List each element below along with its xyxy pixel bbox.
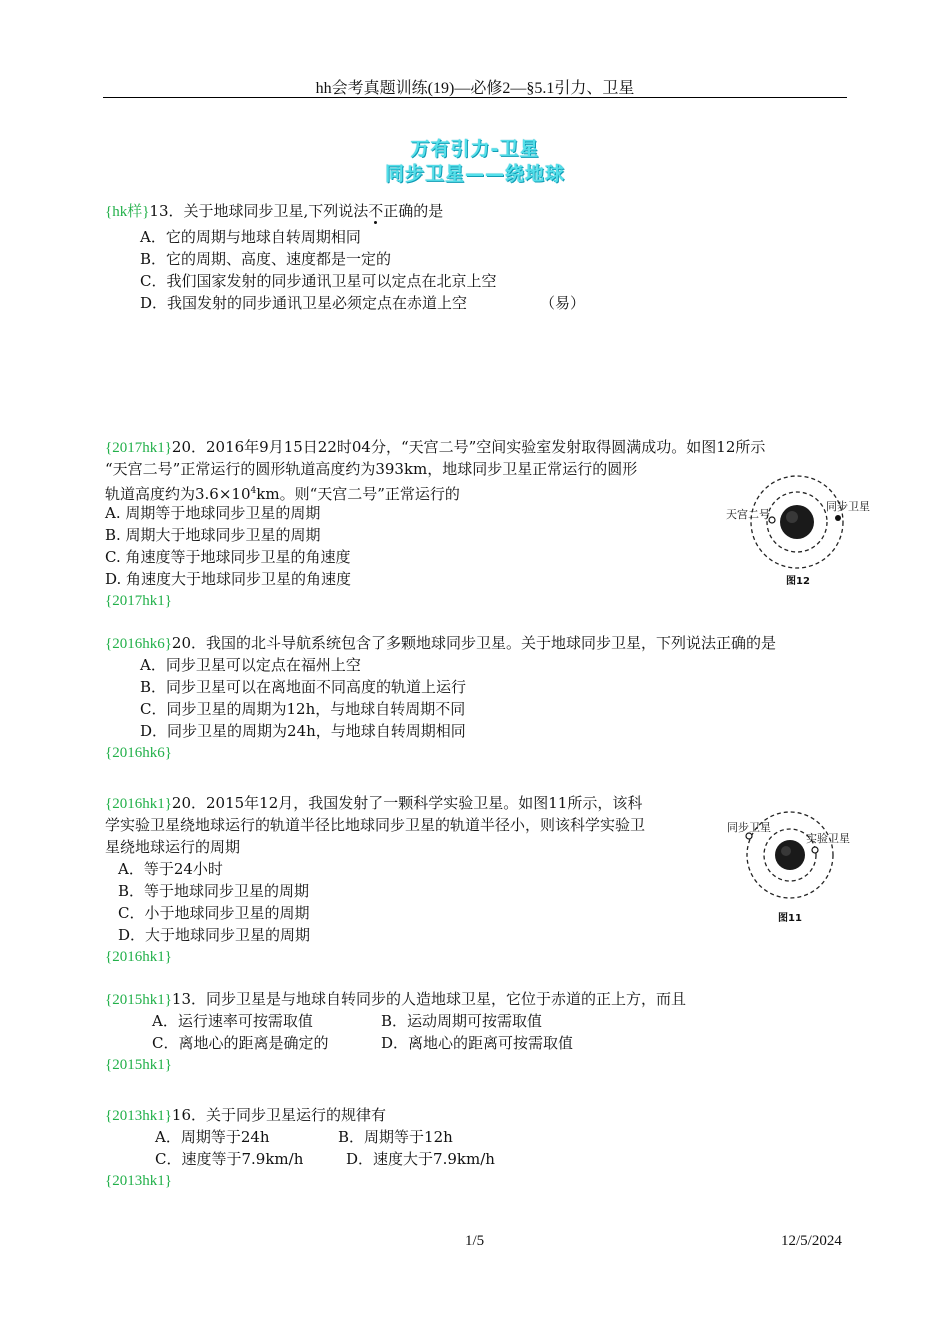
- q6-end-tag: {2013hk1}: [105, 1173, 172, 1189]
- q2-tag: {2017hk1}: [105, 440, 172, 456]
- figure-12-label-tiangong: 天宫二号: [726, 508, 770, 521]
- q6-option-b: B．周期等于12h: [338, 1128, 453, 1146]
- page-header: hh会考真题训练(19)—必修2—§5.1引力、卫星: [315, 80, 635, 97]
- q6-option-d: D．速度大于7.9km/h: [346, 1150, 495, 1168]
- figure-12-label-sync: 同步卫星: [826, 500, 870, 513]
- q5-tag: {2015hk1}: [105, 992, 172, 1008]
- q4-option-b: B．等于地球同步卫星的周期: [118, 882, 310, 900]
- q3-tag: {2016hk6}: [105, 636, 172, 652]
- q1-difficulty: （易）: [540, 294, 586, 312]
- page-number: 1/5: [465, 1233, 485, 1249]
- q6-option-a: A．周期等于24h: [155, 1128, 270, 1146]
- q3-stem: {2016hk6}20．我国的北斗导航系统包含了多颗地球同步卫星。关于地球同步卫星，下列说法正确的是: [105, 634, 776, 652]
- figure-12-orbit-diagram: [720, 470, 890, 590]
- q5-option-a: A．运行速率可按需取值: [152, 1012, 313, 1030]
- q3-option-d: D．同步卫星的周期为24h，与地球自转周期相同: [140, 722, 466, 740]
- q1-option-d: D．我国发射的同步通讯卫星必须定点在赤道上空: [140, 294, 468, 312]
- q3-option-c: C．同步卫星的周期为12h，与地球自转周期不同: [140, 700, 466, 718]
- q6-option-c: C．速度等于7.9km/h: [155, 1150, 304, 1168]
- figure-11-caption: 图11: [778, 913, 802, 924]
- experiment-satellite-icon: [812, 847, 818, 853]
- q5-stem: {2015hk1}13．同步卫星是与地球自转同步的人造地球卫星，它位于赤道的正上方，而且: [105, 990, 686, 1008]
- q3-option-b: B．同步卫星可以在离地面不同高度的轨道上运行: [140, 678, 467, 696]
- q4-option-c: C．小于地球同步卫星的周期: [118, 904, 310, 922]
- q4-option-a: A．等于24小时: [118, 860, 223, 878]
- q5-option-b: B．运动周期可按需取值: [381, 1012, 543, 1030]
- earth-icon: [775, 840, 805, 870]
- q4-stem-line-2: 学实验卫星绕地球运行的轨道半径比地球同步卫星的轨道半径小，则该科学实验卫: [105, 816, 646, 834]
- q3-option-a: A．同步卫星可以定点在福州上空: [140, 656, 361, 674]
- q2-stem-line-3: 轨道高度约为$3.6\times 10^4km$。则“天宫二号”正常运行的: [105, 485, 460, 503]
- q1-stem-a: 13．关于地球同步卫星,下列说法: [149, 202, 369, 220]
- q5-end-tag: {2015hk1}: [105, 1057, 172, 1073]
- q1-stem: [105, 200, 443, 223]
- figure-12-caption: 图12: [786, 576, 810, 587]
- q6-stem: {2013hk1}16．关于同步卫星运行的规律有: [105, 1106, 386, 1124]
- q4-end-tag: {2016hk1}: [105, 949, 172, 965]
- figure-11-orbit-diagram: [722, 805, 862, 930]
- q2-end-tag: {2017hk1}: [105, 593, 172, 609]
- q4-option-d: D．大于地球同步卫星的周期: [118, 926, 311, 944]
- q4-tag: {2016hk1}: [105, 796, 172, 812]
- q2-option-b: B. 周期大于地球同步卫星的周期: [105, 526, 321, 544]
- q5-option-d: D．离地心的距离可按需取值: [381, 1034, 574, 1052]
- q2-option-a: A. 周期等于地球同步卫星的周期: [105, 504, 321, 522]
- q1-option-a: A．它的周期与地球自转周期相同: [140, 228, 361, 246]
- q2-option-d: D. 角速度大于地球同步卫星的角速度: [105, 570, 352, 588]
- q4-stem-line-1: {2016hk1}20．2015年12月，我国发射了一颗科学实验卫星。如图11所示，该科: [105, 794, 643, 812]
- q1-option-c: C．我们国家发射的同步通讯卫星可以定点在北京上空: [140, 272, 497, 290]
- q4-stem-line-3: 星绕地球运行的周期: [105, 838, 241, 856]
- q2-stem-line-2: “天宫二号”正常运行的圆形轨道高度约为393km，地球同步卫星正常运行的圆形: [105, 460, 638, 478]
- title-line-1: 万有引力-卫星: [410, 138, 540, 160]
- q1-tag: {hk样}: [105, 204, 150, 220]
- q1-stem-b: 正确的是: [383, 202, 444, 220]
- q5-option-c: C．离地心的距离是确定的: [152, 1034, 329, 1052]
- header-rule: [103, 97, 847, 98]
- footer-date: 12/5/2024: [781, 1233, 842, 1249]
- q2-stem-line-1: {2017hk1}20．2016年9月15日22时04分，“天宫二号”空间实验室发射取得圆满成功。如图12所示: [105, 438, 766, 456]
- sync-satellite-icon: [835, 515, 841, 521]
- figure-11-label-sync: 同步卫星: [727, 821, 771, 834]
- figure-11-label-experiment: 实验卫星: [806, 832, 850, 845]
- q3-end-tag: {2016hk6}: [105, 745, 172, 761]
- q1-option-b: B．它的周期、高度、速度都是一定的: [140, 250, 392, 268]
- title-line-2: 同步卫星——绕地球: [384, 163, 565, 185]
- q6-tag: {2013hk1}: [105, 1108, 172, 1124]
- q1-emphasis-dot: 不: [368, 202, 383, 220]
- earth-icon: [780, 505, 814, 539]
- q2-option-c: C. 角速度等于地球同步卫星的角速度: [105, 548, 351, 566]
